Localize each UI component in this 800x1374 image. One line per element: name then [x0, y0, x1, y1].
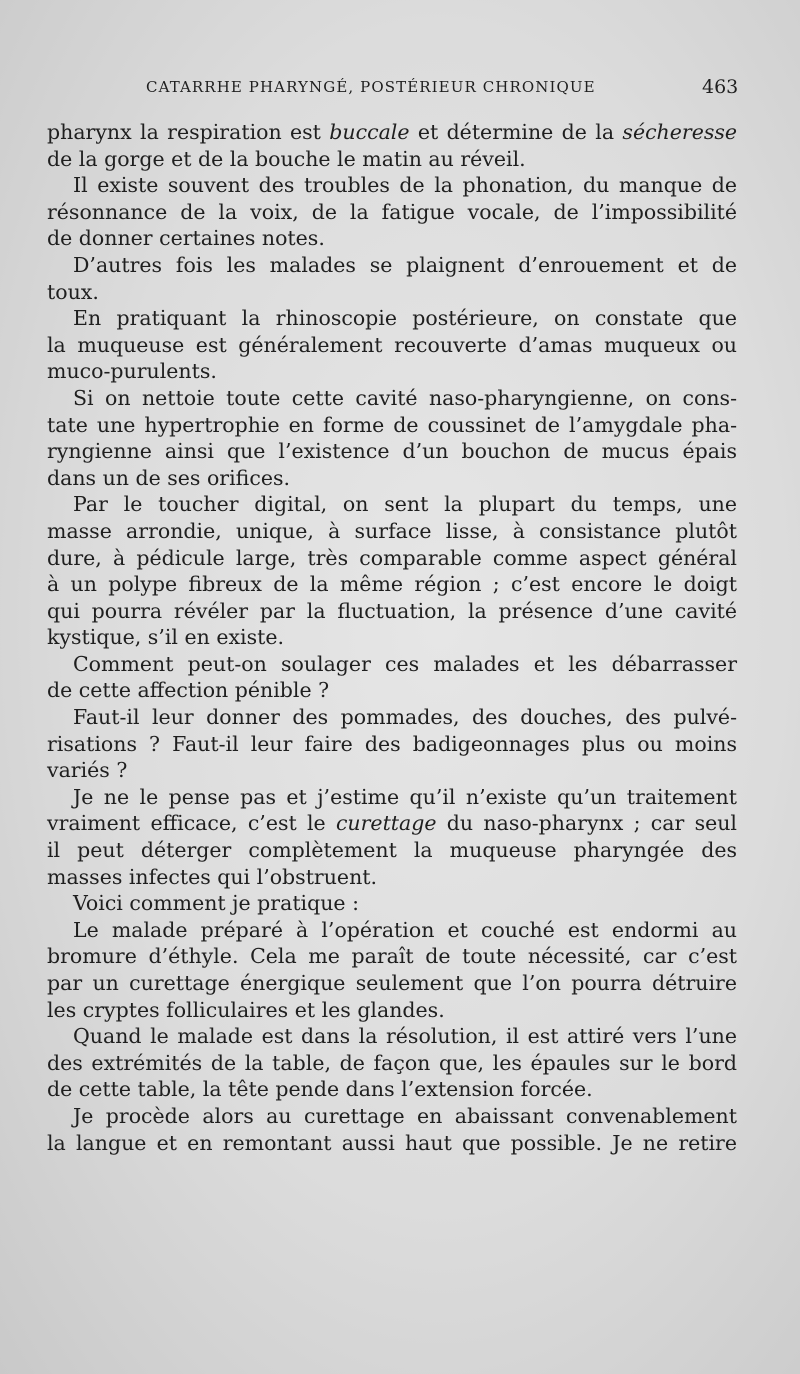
text-line: pharynx la respiration est buccale et détermine de la sécheresse	[47, 120, 737, 144]
text-line: D’autres fois les malades se plaignent d’enrouement et de	[73, 252, 737, 277]
text-line: kystique, s’il en existe.	[47, 625, 284, 650]
text-line: Faut-il leur donner des pommades, des douches, des pulvé-	[73, 705, 737, 730]
text-line: résonnance de la voix, de la fatigue vocale, de l’impossibilité	[47, 199, 737, 224]
text-line: masses infectes qui l’obstruent.	[47, 864, 378, 889]
text-line: de donner certaines notes.	[47, 226, 325, 251]
text-line: il peut déterger complètement la muqueuse pharyngée des	[47, 838, 737, 863]
text-line: tate une hypertrophie en forme de coussinet de l’amygdale pha-	[47, 412, 737, 437]
text-line: Si on nettoie toute cette cavité naso-pharyngienne, on cons-	[73, 385, 737, 410]
text-line: ryngienne ainsi que l’existence d’un bouchon de mucus épais	[47, 439, 737, 464]
text-line: les cryptes folliculaires et les glandes.	[47, 997, 445, 1022]
text-line: En pratiquant la rhinoscopie postérieure, on constate que	[73, 306, 737, 331]
page-header	[146, 78, 746, 102]
text-line: Le malade préparé à l’opération et couché est endormi au	[73, 917, 737, 942]
text-line: dure, à pédicule large, très comparable comme aspect général	[47, 545, 737, 570]
text-line: de cette table, la tête pende dans l’extension forcée.	[47, 1077, 593, 1102]
text-line: Je ne le pense pas et j’estime qu’il n’existe qu’un traitement	[73, 784, 737, 809]
text-line: la langue et en remontant aussi haut que possible. Je ne retire	[47, 1130, 737, 1155]
text-line: la muqueuse est généralement recouverte d’amas muqueux ou	[47, 332, 737, 357]
text-line: des extrémités de la table, de façon que, les épaules sur le bord	[47, 1050, 737, 1075]
text-line: Quand le malade est dans la résolution, il est attiré vers l’une	[73, 1024, 737, 1049]
text-line: Il existe souvent des troubles de la phonation, du manque de	[73, 173, 737, 198]
text-line: qui pourra révéler par la fluctuation, la présence d’une cavité	[47, 598, 737, 623]
text-line: de cette affection pénible ?	[47, 678, 330, 703]
text-line: masse arrondie, unique, à surface lisse, à consistance plutôt	[47, 518, 737, 543]
running-title: CATARRHE PHARYNGÉ, POSTÉRIEUR CHRONIQUE	[146, 78, 596, 96]
body-text	[47, 119, 737, 1156]
text-line: variés ?	[47, 758, 128, 783]
text-line: Je procède alors au curettage en abaissant convenablement	[73, 1103, 737, 1128]
text-line: de la gorge et de la bouche le matin au réveil.	[47, 146, 526, 171]
text-line: Par le toucher digital, on sent la plupart du temps, une	[73, 492, 737, 517]
text-line: à un polype fibreux de la même région ; c’est encore le doigt	[47, 572, 737, 597]
text-line: vraiment efficace, c’est le curettage du naso-pharynx ; car seul	[47, 811, 737, 836]
text-line: muco-purulents.	[47, 359, 217, 384]
text-line: risations ? Faut-il leur faire des badigeonnages plus ou moins	[47, 731, 737, 756]
text-line: dans un de ses orifices.	[47, 465, 290, 490]
page-number: 463	[702, 76, 739, 98]
text-line: par un curettage énergique seulement que l’on pourra détruire	[47, 971, 737, 995]
text-line: Comment peut-on soulager ces malades et les débarrasser	[73, 651, 737, 676]
text-line: toux.	[47, 279, 99, 304]
text-line: Voici comment je pratique :	[73, 891, 359, 916]
text-line: bromure d’éthyle. Cela me paraît de toute nécessité, car c’est	[47, 944, 737, 969]
